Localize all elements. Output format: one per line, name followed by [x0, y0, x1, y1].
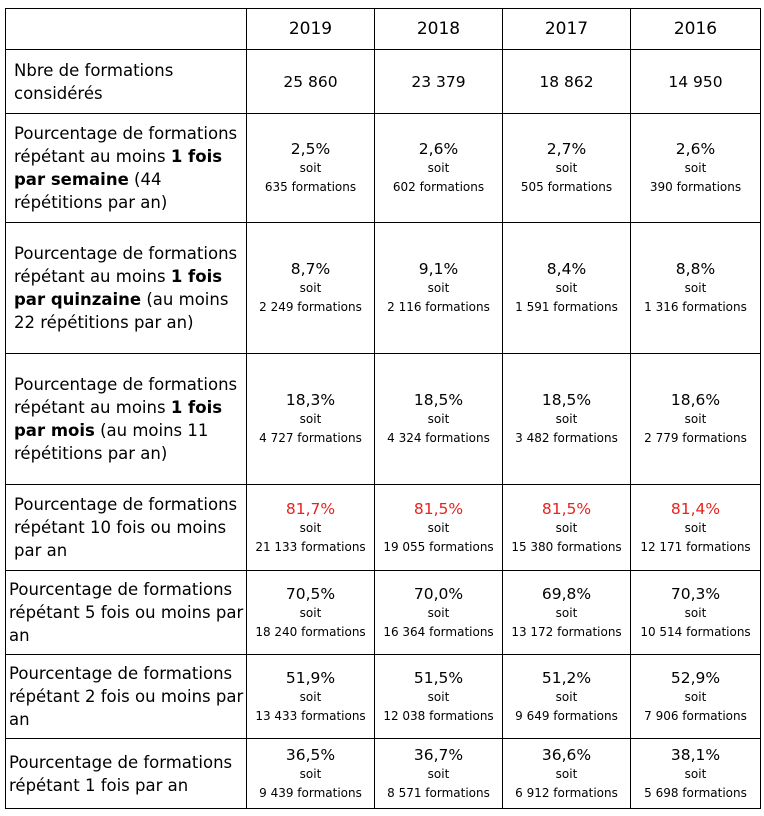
- row-label: [6, 354, 247, 485]
- soit-text: soit: [555, 766, 578, 781]
- formations-count: 13 172 formations: [511, 624, 622, 639]
- percentage-value: 70,0%: [413, 584, 464, 603]
- formations-count: 9 439 formations: [259, 785, 362, 800]
- formations-count: 12 171 formations: [640, 539, 751, 554]
- value-cell: [247, 485, 375, 571]
- formations-count: 5 698 formations: [644, 785, 747, 800]
- row-label: [6, 114, 247, 223]
- header-row: [6, 9, 761, 50]
- percentage-value: 2,5%: [290, 140, 331, 158]
- count-value: 23 379: [375, 50, 503, 114]
- row-label-emphasis: 1 fois par semaine: [14, 147, 223, 189]
- row-label: [6, 655, 247, 739]
- row-label-text: Pourcentage de formations répétant au moins: [14, 244, 238, 286]
- soit-text: soit: [299, 412, 322, 426]
- soit-text: soit: [555, 412, 578, 426]
- formations-count: 4 727 formations: [259, 431, 362, 445]
- soit-text: soit: [299, 520, 322, 535]
- row-label-text: Pourcentage de formations répétant 1 fois par an: [9, 752, 233, 795]
- soit-text: soit: [684, 766, 707, 781]
- year-header: 2018: [375, 9, 503, 50]
- value-cell: [503, 114, 631, 223]
- formations-count: 7 906 formations: [644, 708, 747, 723]
- value-cell: [631, 571, 761, 655]
- soit-text: soit: [555, 281, 578, 295]
- corner-cell: [6, 9, 247, 50]
- percentage-value: 18,5%: [541, 391, 592, 409]
- soit-text: soit: [299, 766, 322, 781]
- table-row: [6, 354, 761, 485]
- formations-count: 4 324 formations: [387, 431, 490, 445]
- value-cell: [631, 354, 761, 485]
- value-cell: [503, 223, 631, 354]
- soit-text: soit: [684, 281, 707, 295]
- soit-text: soit: [427, 281, 450, 295]
- percentage-value: 69,8%: [541, 584, 592, 603]
- row-label: [6, 223, 247, 354]
- percentage-value: 18,3%: [285, 391, 336, 409]
- percentage-value: 2,6%: [675, 140, 716, 158]
- soit-text: soit: [684, 605, 707, 620]
- soit-text: soit: [684, 689, 707, 704]
- formations-count: 10 514 formations: [640, 624, 751, 639]
- percentage-value: 52,9%: [670, 668, 721, 687]
- formations-count: 21 133 formations: [255, 539, 366, 554]
- count-row: [6, 50, 761, 114]
- value-cell: [375, 223, 503, 354]
- percentage-value: 18,6%: [670, 391, 721, 409]
- row-label: [6, 739, 247, 809]
- percentage-value: 8,8%: [675, 260, 716, 278]
- value-cell: [631, 223, 761, 354]
- formations-count: 505 formations: [520, 180, 613, 194]
- soit-text: soit: [684, 520, 707, 535]
- soit-text: soit: [684, 412, 707, 426]
- soit-text: soit: [299, 161, 322, 175]
- count-value: 25 860: [247, 50, 375, 114]
- percentage-value: 70,5%: [285, 584, 336, 603]
- row-label-text: Pourcentage de formations répétant 5 fois ou moins par an: [9, 580, 244, 645]
- table-row: [6, 223, 761, 354]
- table-row: [6, 571, 761, 655]
- value-cell: [375, 485, 503, 571]
- percentage-value: 8,4%: [546, 260, 587, 278]
- formations-count: 2 249 formations: [259, 300, 362, 314]
- percentage-value: 18,5%: [413, 391, 464, 409]
- soit-text: soit: [427, 689, 450, 704]
- formations-count: 2 779 formations: [644, 431, 747, 445]
- soit-text: soit: [299, 689, 322, 704]
- count-value: 14 950: [631, 50, 761, 114]
- value-cell: [631, 655, 761, 739]
- percentage-value: 36,7%: [413, 745, 464, 764]
- value-cell: [631, 114, 761, 223]
- soit-text: soit: [427, 605, 450, 620]
- soit-text: soit: [427, 520, 450, 535]
- value-cell: [503, 655, 631, 739]
- formations-count: 390 formations: [649, 180, 742, 194]
- value-cell: [503, 485, 631, 571]
- row-label-text: (au moins 11 répétitions par an): [14, 421, 209, 463]
- soit-text: soit: [299, 605, 322, 620]
- soit-text: soit: [427, 766, 450, 781]
- formations-count: 1 316 formations: [644, 300, 747, 314]
- table-row: [6, 655, 761, 739]
- row-label-emphasis: 1 fois par quinzaine: [14, 267, 223, 309]
- value-cell: [375, 571, 503, 655]
- formations-count: 15 380 formations: [511, 539, 622, 554]
- value-cell: [631, 739, 761, 809]
- row-label-text: Pourcentage de formations répétant au moins: [14, 124, 238, 166]
- percentage-value: 81,5%: [541, 499, 592, 518]
- row-label: [6, 571, 247, 655]
- percentage-value: 9,1%: [418, 260, 459, 278]
- year-header: 2017: [503, 9, 631, 50]
- formations-count: 602 formations: [392, 180, 485, 194]
- row-label-text: (au moins 22 répétitions par an): [14, 290, 229, 332]
- value-cell: [375, 114, 503, 223]
- value-cell: [503, 739, 631, 809]
- value-cell: [375, 739, 503, 809]
- percentage-value: 81,4%: [670, 499, 721, 518]
- value-cell: [247, 114, 375, 223]
- percentage-value: 36,5%: [285, 745, 336, 764]
- formations-count: 3 482 formations: [515, 431, 618, 445]
- percentage-value: 51,2%: [541, 668, 592, 687]
- percentage-value: 38,1%: [670, 745, 721, 764]
- percentage-value: 70,3%: [670, 584, 721, 603]
- row-label-text: (44 répétitions par an): [14, 170, 168, 212]
- row-label-emphasis: 1 fois par mois: [14, 398, 223, 440]
- percentage-value: 2,7%: [546, 140, 587, 158]
- soit-text: soit: [427, 412, 450, 426]
- value-cell: [375, 655, 503, 739]
- formations-count: 12 038 formations: [383, 708, 494, 723]
- data-rows: [6, 114, 761, 809]
- table-row: [6, 485, 761, 571]
- soit-text: soit: [555, 605, 578, 620]
- formations-count: 1 591 formations: [515, 300, 618, 314]
- value-cell: [631, 485, 761, 571]
- table-row: [6, 739, 761, 809]
- formations-count: 8 571 formations: [387, 785, 490, 800]
- percentage-value: 36,6%: [541, 745, 592, 764]
- value-cell: [503, 354, 631, 485]
- percentage-value: 81,7%: [285, 499, 336, 518]
- value-cell: [247, 354, 375, 485]
- year-header: 2016: [631, 9, 761, 50]
- formations-count: 6 912 formations: [515, 785, 618, 800]
- value-cell: [375, 354, 503, 485]
- percentage-value: 51,5%: [413, 668, 464, 687]
- value-cell: [247, 655, 375, 739]
- formations-count: 19 055 formations: [383, 539, 494, 554]
- row-label: [6, 485, 247, 571]
- percentage-value: 2,6%: [418, 140, 459, 158]
- soit-text: soit: [555, 689, 578, 704]
- soit-text: soit: [555, 520, 578, 535]
- soit-text: soit: [684, 161, 707, 175]
- value-cell: [247, 739, 375, 809]
- percentage-value: 51,9%: [285, 668, 336, 687]
- soit-text: soit: [555, 161, 578, 175]
- formations-table: [5, 8, 761, 809]
- formations-count: 16 364 formations: [383, 624, 494, 639]
- formations-count: 635 formations: [264, 180, 357, 194]
- formations-count: 13 433 formations: [255, 708, 366, 723]
- formations-count: 2 116 formations: [387, 300, 490, 314]
- row-label-text: Pourcentage de formations répétant 2 fois ou moins par an: [9, 664, 244, 729]
- soit-text: soit: [427, 161, 450, 175]
- row-label-text: Pourcentage de formations répétant au moins: [14, 375, 238, 417]
- row-label-text: Pourcentage de formations répétant 10 fois ou moins par an: [14, 495, 238, 560]
- percentage-value: 8,7%: [290, 260, 331, 278]
- year-header: 2019: [247, 9, 375, 50]
- count-row-label: Nbre de formations considérés: [6, 50, 247, 114]
- percentage-value: 81,5%: [413, 499, 464, 518]
- formations-count: 9 649 formations: [515, 708, 618, 723]
- formations-count: 18 240 formations: [255, 624, 366, 639]
- soit-text: soit: [299, 281, 322, 295]
- value-cell: [247, 223, 375, 354]
- value-cell: [247, 571, 375, 655]
- value-cell: [503, 571, 631, 655]
- count-value: 18 862: [503, 50, 631, 114]
- table-row: [6, 114, 761, 223]
